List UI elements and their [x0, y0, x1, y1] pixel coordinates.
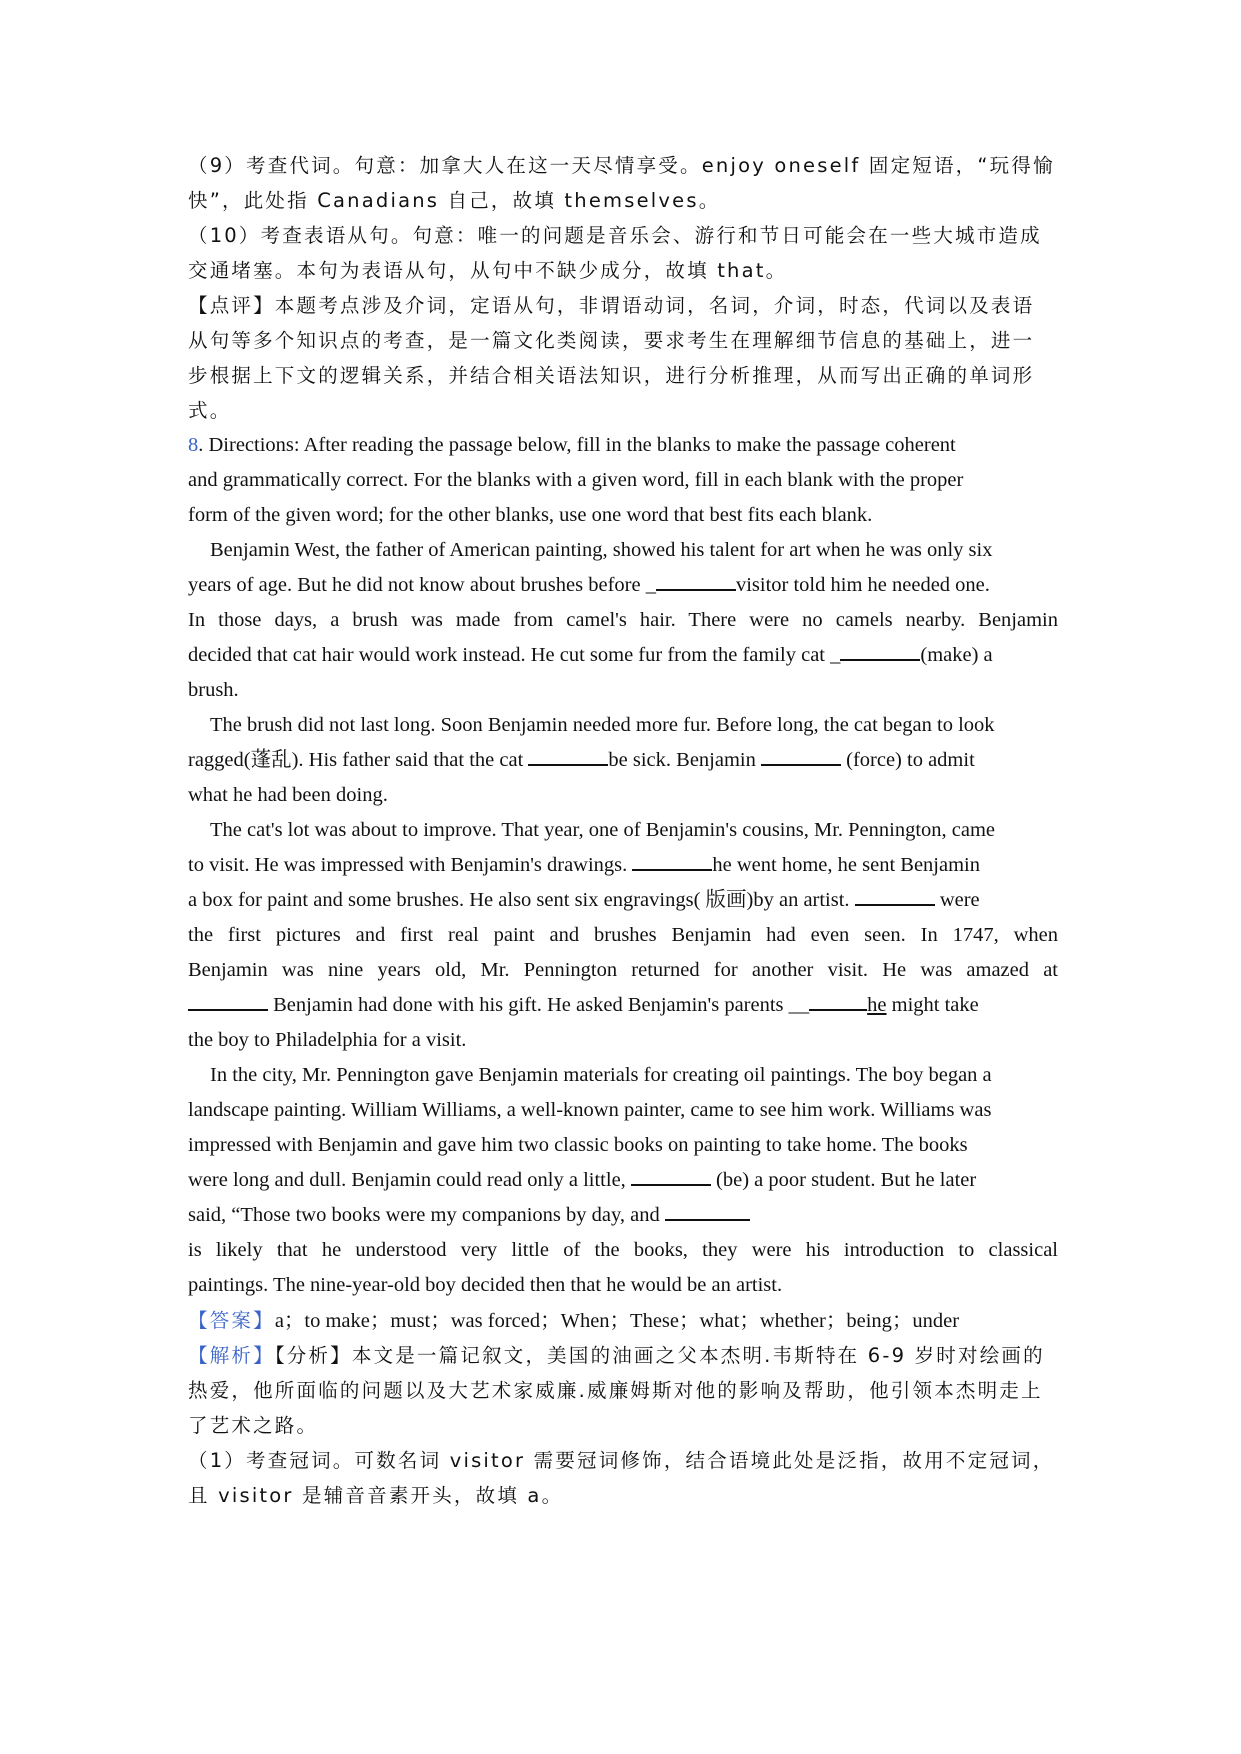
q9-analysis-line: 快”，此处指 Canadians 自己，故填 themselves。	[188, 189, 721, 212]
passage-line: what he had been doing.	[188, 784, 388, 806]
blank-5[interactable]	[632, 851, 712, 871]
blank-4[interactable]	[761, 746, 841, 766]
passage-line: The cat's lot was about to improve. That year, one of Benjamin's cousins, Mr. Pennington, came	[210, 819, 996, 841]
q9-analysis-line: （9）考查代词。句意：加拿大人在这一天尽情享受。enjoy oneself 固定短语，“玩得愉	[188, 154, 1055, 177]
passage-line: the boy to Philadelphia for a visit.	[188, 1029, 467, 1051]
passage-line: said, “Those two books were my companions by day, and	[188, 1198, 1058, 1233]
passage-line: ragged(蓬乱). His father said that the cat be sick. Benjamin (force) to admit	[188, 743, 1058, 778]
analysis-line: 了艺术之路。	[188, 1414, 319, 1437]
comment-line: 【点评】本题考点涉及介词，定语从句，非谓语动词，名词，介词，时态，代词以及表语	[188, 294, 1035, 317]
question-8	[188, 428, 1058, 1513]
analysis-line: 【解析】【分析】本文是一篇记叙文，美国的油画之父本杰明.韦斯特在 6-9 岁时对绘画的	[188, 1344, 1045, 1367]
passage-line: Benjamin West, the father of American painting, showed his talent for art when he was only six	[210, 539, 993, 561]
passage-line: years of age. But he did not know about brushes before _ visitor told him he needed one.	[188, 568, 1058, 603]
analysis-line: 热爱，他所面临的问题以及大艺术家威廉.威廉姆斯对他的影响及帮助，他引领本杰明走上	[188, 1379, 1043, 1402]
directions-line: 8. Directions: After reading the passage below, fill in the blanks to make the passage coherent	[188, 434, 956, 456]
answer-text: a；to make；must；was forced；When；These；what；whether；being；under	[274, 1310, 960, 1332]
comment-line: 步根据上下文的逻辑关系，并结合相关语法知识，进行分析推理，从而写出正确的单词形	[188, 364, 1035, 387]
analysis-line: （1）考查冠词。可数名词 visitor 需要冠词修饰，结合语境此处是泛指，故用不定冠词，	[188, 1449, 1055, 1472]
directions-line: form of the given word; for the other blanks, use one word that best fits each blank.	[188, 504, 873, 526]
blank-10[interactable]	[665, 1201, 750, 1221]
passage-line: brush.	[188, 679, 239, 701]
passage-line: Benjamin was nine years old, Mr. Pennington returned for another visit. He was amazed at	[188, 959, 1058, 981]
answer-tag: 【答案】	[188, 1309, 275, 1332]
comment-line: 式。	[188, 399, 232, 422]
passage-line: In the city, Mr. Pennington gave Benjamin materials for creating oil paintings. The boy began a	[210, 1064, 992, 1086]
passage-line: the first pictures and first real paint and brushes Benjamin had even seen. In 1747, when	[188, 924, 1058, 946]
blank-8[interactable]	[809, 991, 867, 1011]
q10-analysis-line: （10）考查表语从句。句意：唯一的问题是音乐会、游行和节日可能会在一些大城市造成	[188, 224, 1042, 247]
passage-line: Benjamin had done with his gift. He asked Benjamin's parents __ he might take	[188, 988, 1058, 1023]
blank-2[interactable]	[840, 641, 920, 661]
passage-line: paintings. The nine-year-old boy decided then that he would be an artist.	[188, 1274, 783, 1296]
comment-line: 从句等多个知识点的考查，是一篇文化类阅读，要求考生在理解细节信息的基础上，进一	[188, 329, 1035, 352]
passage-line: The brush did not last long. Soon Benjamin needed more fur. Before long, the cat began to look	[210, 714, 995, 736]
blank-3[interactable]	[528, 746, 608, 766]
passage-line: landscape painting. William Williams, a well-known painter, came to see him work. Williams was	[188, 1099, 992, 1121]
analysis-line: 且 visitor 是辅音音素开头，故填 a。	[188, 1484, 564, 1507]
blank-9[interactable]	[631, 1166, 711, 1186]
passage-line: In those days, a brush was made from camel's hair. There were no camels nearby. Benjamin	[188, 609, 1058, 631]
previous-analysis	[188, 148, 1058, 428]
passage-line: were long and dull. Benjamin could read only a little, (be) a poor student. But he later	[188, 1163, 1058, 1198]
analysis-tag: 【解析】	[188, 1344, 275, 1367]
answer-line	[188, 1303, 1058, 1338]
passage-line: decided that cat hair would work instead. He cut some fur from the family cat _ (make) a	[188, 638, 1058, 673]
blank-7[interactable]	[188, 991, 268, 1011]
passage-line: to visit. He was impressed with Benjamin's drawings. he went home, he sent Benjamin	[188, 848, 1058, 883]
passage-line: impressed with Benjamin and gave him two classic books on painting to take home. The books	[188, 1134, 968, 1156]
directions-line: and grammatically correct. For the blanks with a given word, fill in each blank with the proper	[188, 469, 964, 491]
passage-line: is likely that he understood very little of the books, they were his introduction to classical	[188, 1239, 1058, 1261]
blank-1[interactable]	[656, 571, 736, 591]
q10-analysis-line: 交通堵塞。本句为表语从句，从句中不缺少成分，故填 that。	[188, 259, 788, 282]
question-number: 8	[188, 434, 199, 456]
blank-6[interactable]	[855, 886, 935, 906]
passage-line: a box for paint and some brushes. He also sent six engravings( 版画)by an artist. were	[188, 883, 1058, 918]
